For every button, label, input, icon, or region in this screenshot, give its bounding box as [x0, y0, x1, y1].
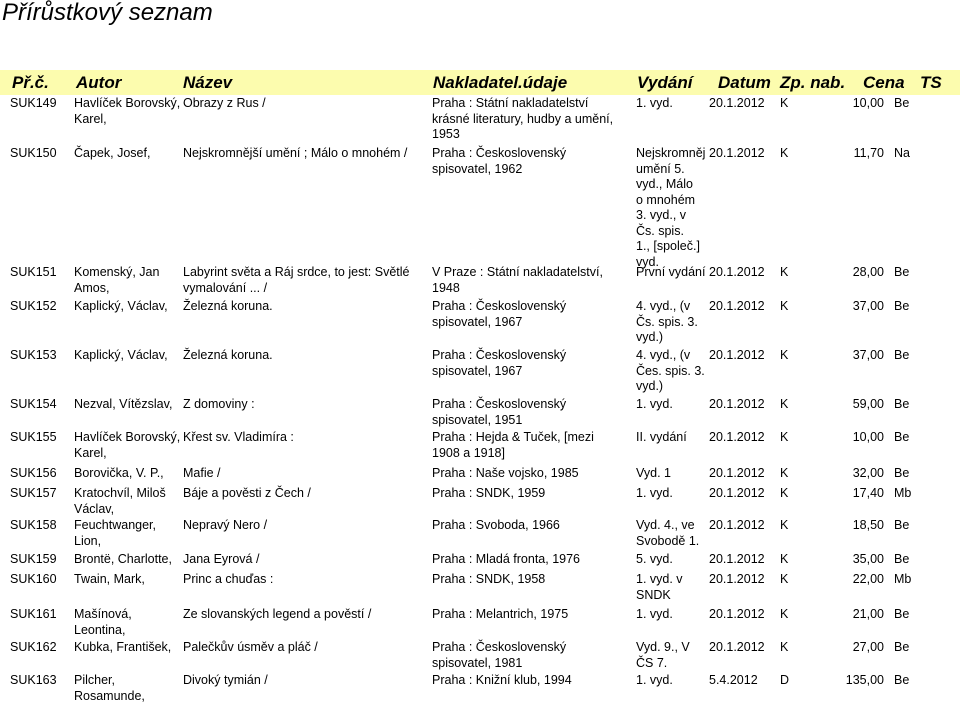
cell-nazev: Křest sv. Vladimíra :: [183, 430, 294, 444]
cell-vydani: 1. vyd.: [636, 673, 673, 687]
cell-autor: Brontë, Charlotte,: [74, 552, 172, 566]
column-header-nakladatel: Nakladatel.údaje: [433, 73, 568, 92]
cell-zp: K: [780, 640, 789, 654]
cell-autor: Kaplický, Václav,: [74, 348, 168, 362]
cell-pc: SUK158: [10, 518, 57, 532]
cell-nakladatel: Praha : Knižní klub, 1994: [432, 673, 572, 687]
cell-cena: 135,00: [845, 673, 884, 687]
cell-autor: Pilcher, Rosamunde,: [74, 673, 145, 703]
cell-pc: SUK161: [10, 607, 57, 621]
cell-nazev: Palečkův úsměv a pláč /: [183, 640, 318, 654]
cell-datum: 20.1.2012: [709, 430, 765, 444]
cell-vydani: 4. vyd., (v Čes. spis. 3. vyd.): [636, 348, 705, 393]
cell-ts: Be: [894, 299, 910, 313]
cell-ts: Mb: [894, 486, 912, 500]
cell-cena: 27,00: [852, 640, 884, 654]
cell-pc: SUK157: [10, 486, 57, 500]
cell-nakladatel: Praha : Hejda & Tuček, [mezi 1908 a 1918]: [432, 430, 594, 460]
cell-autor: Havlíček Borovský, Karel,: [74, 430, 181, 460]
cell-ts: Be: [894, 430, 910, 444]
cell-cena: 10,00: [852, 96, 884, 110]
cell-cena: 17,40: [852, 486, 884, 500]
cell-datum: 20.1.2012: [709, 572, 765, 586]
cell-nazev: Nepravý Nero /: [183, 518, 268, 532]
cell-pc: SUK150: [10, 146, 57, 160]
cell-zp: K: [780, 607, 789, 621]
cell-nakladatel: V Praze : Státní nakladatelství, 1948: [432, 265, 603, 295]
cell-vydani: Nejskromněj umění 5. vyd., Málo o mnohém 3. vyd., v Čs. spis. 1., [společ.] vyd.: [636, 146, 706, 269]
cell-vydani: 1. vyd.: [636, 607, 673, 621]
cell-nakladatel: Praha : Naše vojsko, 1985: [432, 466, 579, 480]
cell-cena: 37,00: [852, 299, 884, 313]
cell-vydani: II. vydání: [636, 430, 687, 444]
cell-nazev: Železná koruna.: [183, 299, 273, 313]
cell-nazev: Divoký tymián /: [183, 673, 268, 687]
cell-cena: 59,00: [852, 397, 884, 411]
cell-nazev: Labyrint světa a Ráj srdce, to jest: Světlé vymalování ... /: [183, 265, 410, 295]
cell-autor: Komenský, Jan Amos,: [74, 265, 160, 295]
cell-datum: 20.1.2012: [709, 96, 765, 110]
cell-vydani: 4. vyd., (v Čs. spis. 3. vyd.): [636, 299, 698, 344]
cell-nazev: Obrazy z Rus /: [183, 96, 266, 110]
cell-ts: Be: [894, 96, 910, 110]
cell-autor: Havlíček Borovský, Karel,: [74, 96, 181, 126]
cell-cena: 22,00: [852, 572, 884, 586]
cell-zp: K: [780, 552, 789, 566]
cell-autor: Borovička, V. P.,: [74, 466, 164, 480]
cell-ts: Mb: [894, 572, 912, 586]
cell-nakladatel: Praha : Československý spisovatel, 1967: [432, 299, 567, 329]
cell-datum: 20.1.2012: [709, 607, 765, 621]
cell-zp: K: [780, 96, 789, 110]
cell-pc: SUK156: [10, 466, 57, 480]
cell-cena: 11,70: [853, 146, 884, 160]
cell-nakladatel: Praha : Československý spisovatel, 1981: [432, 640, 567, 670]
cell-datum: 20.1.2012: [709, 397, 765, 411]
column-header-datum: Datum: [718, 73, 771, 92]
cell-autor: Kaplický, Václav,: [74, 299, 168, 313]
cell-zp: K: [780, 348, 789, 362]
cell-zp: K: [780, 572, 789, 586]
cell-datum: 5.4.2012: [709, 673, 758, 687]
cell-vydani: 5. vyd.: [636, 552, 673, 566]
cell-zp: K: [780, 265, 789, 279]
cell-ts: Be: [894, 397, 910, 411]
cell-vydani: Vyd. 1: [636, 466, 671, 480]
cell-nazev: Z domoviny :: [183, 397, 255, 411]
cell-zp: K: [780, 146, 789, 160]
cell-nazev: Princ a chuďas :: [183, 572, 274, 586]
column-header-zp: Zp. nab.: [780, 73, 846, 92]
cell-vydani: 1. vyd.: [636, 96, 673, 110]
cell-nazev: Jana Eyrová /: [183, 552, 260, 566]
cell-ts: Na: [894, 146, 910, 160]
cell-zp: K: [780, 466, 789, 480]
cell-nakladatel: Praha : Československý spisovatel, 1962: [432, 146, 567, 176]
cell-nakladatel: Praha : Mladá fronta, 1976: [432, 552, 581, 566]
column-header-vydani: Vydání: [637, 73, 693, 92]
cell-nakladatel: Praha : Státní nakladatelství krásné literatury, hudby a umění, 1953: [432, 96, 614, 141]
cell-zp: K: [780, 518, 789, 532]
cell-autor: Twain, Mark,: [74, 572, 145, 586]
cell-pc: SUK153: [10, 348, 57, 362]
cell-vydani: 1. vyd.: [636, 486, 673, 500]
column-header-pc: Př.č.: [12, 73, 49, 92]
cell-datum: 20.1.2012: [709, 265, 765, 279]
cell-datum: 20.1.2012: [709, 518, 765, 532]
cell-pc: SUK149: [10, 96, 57, 110]
cell-nakladatel: Praha : SNDK, 1958: [432, 572, 546, 586]
cell-zp: K: [780, 397, 789, 411]
cell-datum: 20.1.2012: [709, 348, 765, 362]
column-header-ts: TS: [920, 73, 942, 92]
cell-ts: Be: [894, 607, 910, 621]
cell-nazev: Nejskromnější umění ; Málo o mnohém /: [183, 146, 408, 160]
cell-nakladatel: Praha : Svoboda, 1966: [432, 518, 560, 532]
cell-autor: Kubka, František,: [74, 640, 172, 654]
cell-autor: Mašínová, Leontina,: [74, 607, 132, 637]
cell-pc: SUK163: [10, 673, 57, 687]
cell-datum: 20.1.2012: [709, 486, 765, 500]
cell-nakladatel: Praha : Československý spisovatel, 1967: [432, 348, 567, 378]
cell-nakladatel: Praha : SNDK, 1959: [432, 486, 546, 500]
cell-cena: 32,00: [852, 466, 884, 480]
cell-ts: Be: [894, 640, 910, 654]
cell-nazev: Mafie /: [183, 466, 221, 480]
page-title: Přírůstkový seznam: [2, 0, 213, 26]
cell-zp: K: [780, 486, 789, 500]
cell-autor: Feuchtwanger, Lion,: [74, 518, 156, 548]
cell-pc: SUK152: [10, 299, 57, 313]
cell-cena: 28,00: [852, 265, 884, 279]
cell-ts: Be: [894, 348, 910, 362]
cell-vydani: První vydání: [636, 265, 706, 279]
cell-pc: SUK160: [10, 572, 57, 586]
column-header-cena: Cena: [863, 73, 905, 92]
cell-pc: SUK162: [10, 640, 57, 654]
cell-vydani: Vyd. 4., ve Svobodě 1.: [636, 518, 700, 548]
cell-zp: K: [780, 299, 789, 313]
cell-cena: 35,00: [852, 552, 884, 566]
cell-pc: SUK151: [10, 265, 57, 279]
cell-pc: SUK159: [10, 552, 57, 566]
cell-ts: Be: [894, 552, 910, 566]
cell-ts: Be: [894, 466, 910, 480]
cell-ts: Be: [894, 265, 910, 279]
cell-cena: 21,00: [852, 607, 884, 621]
cell-vydani: 1. vyd. v SNDK: [636, 572, 683, 602]
cell-pc: SUK154: [10, 397, 57, 411]
cell-autor: Nezval, Vítězslav,: [74, 397, 173, 411]
cell-zp: K: [780, 430, 789, 444]
cell-vydani: 1. vyd.: [636, 397, 673, 411]
cell-cena: 10,00: [852, 430, 884, 444]
cell-nazev: Báje a pověsti z Čech /: [183, 486, 311, 500]
cell-nakladatel: Praha : Československý spisovatel, 1951: [432, 397, 567, 427]
cell-datum: 20.1.2012: [709, 552, 765, 566]
cell-ts: Be: [894, 518, 910, 532]
cell-autor: Čapek, Josef,: [74, 146, 151, 160]
cell-datum: 20.1.2012: [709, 640, 765, 654]
cell-nazev: Železná koruna.: [183, 348, 273, 362]
cell-datum: 20.1.2012: [709, 299, 765, 313]
column-header-nazev: Název: [183, 73, 233, 92]
cell-datum: 20.1.2012: [709, 466, 765, 480]
cell-cena: 18,50: [852, 518, 884, 532]
cell-zp: D: [780, 673, 790, 687]
cell-nakladatel: Praha : Melantrich, 1975: [432, 607, 569, 621]
cell-datum: 20.1.2012: [709, 146, 765, 160]
cell-vydani: Vyd. 9., V ČS 7.: [636, 640, 690, 670]
cell-autor: Kratochvíl, Miloš Václav,: [74, 486, 166, 516]
cell-cena: 37,00: [852, 348, 884, 362]
column-header-autor: Autor: [76, 73, 122, 92]
cell-nazev: Ze slovanských legend a pověstí /: [183, 607, 372, 621]
cell-ts: Be: [894, 673, 910, 687]
cell-pc: SUK155: [10, 430, 57, 444]
